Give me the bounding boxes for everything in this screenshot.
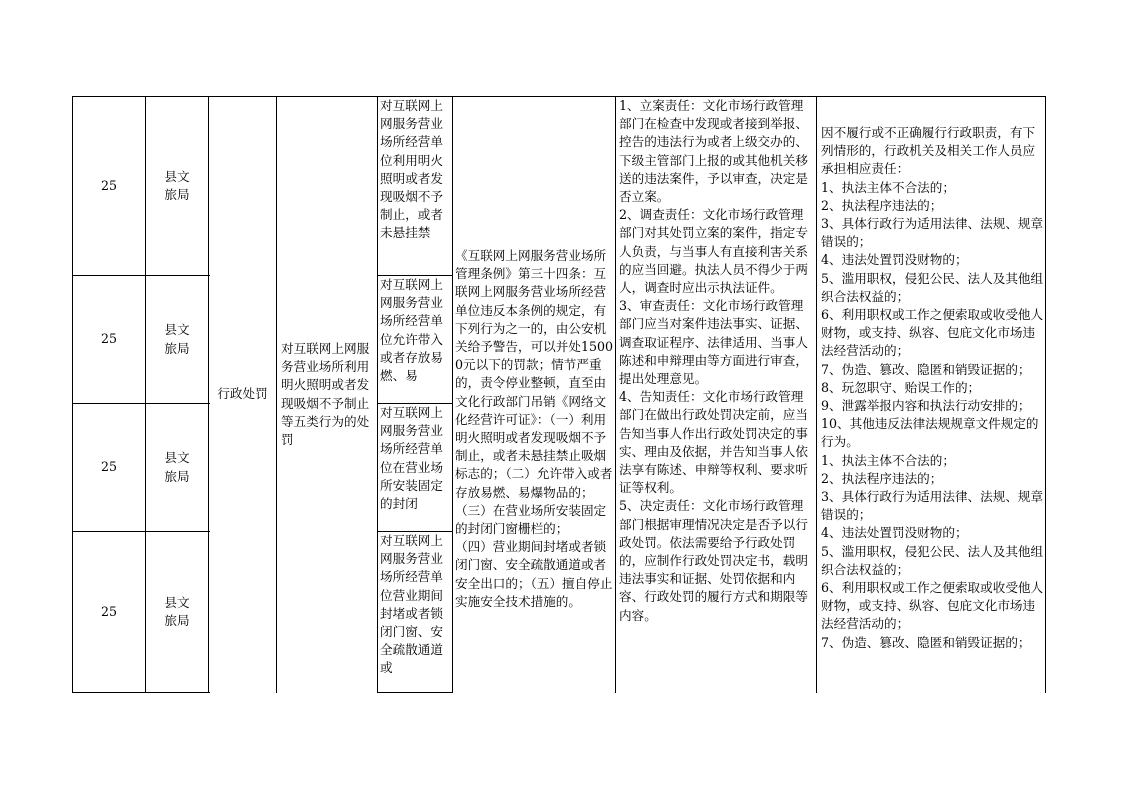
- legal-basis-cell: [453, 247, 615, 692]
- dept-cell: [146, 276, 208, 403]
- dept-name: 县文旅局: [164, 322, 190, 356]
- sub-item-text: 对互联网上网服务营业场所经营单位利用明火照明或者发现吸烟不予制止，或者未悬挂禁: [380, 98, 443, 241]
- dept-cell: [146, 404, 208, 531]
- table-bottom-border: [72, 692, 210, 693]
- table-bottom-border-sub: [377, 692, 453, 693]
- col-border-8: [1045, 96, 1046, 693]
- liability-text: 因不履行或不正确履行行政职责，有下列情形的，行政机关及相关工作人员应承担相应责任： 1、执法主体不合法的； 2、执法程序违法的； 3、具体行政行为适用法律、法规、规章错误的； 4、违法处置罚没财物的； 5、滥用职权，侵犯公民、法人及其他组织合法权益的； 6、利用职权或工作之便索取或收受他人财物，或支持、纵容、包庇文化市场违法经营活动的； 7、伪造、篡改、隐匿和销毁证据的； 8、玩忽职守、贻误工作的； 9、泄露举报内容和执法行动安排的； 10、其他违反法律法规规章文件规定的行为。 1、执法主体不合法的； 2、执法程序违法的； 3、具体行政行为适用法律、法规、规章错误的； 4、违法处置罚没财物的； 5、滥用职权，侵犯公民、法人及其他组织合法权益的； 6、利用职权或工作之便索取或收受他人财物，或支持、纵容、包庇文化市场违法经营活动的； 7、伪造、篡改、隐匿和销毁证据的；: [821, 125, 1044, 650]
- dept-cell: [146, 97, 208, 275]
- row-number: 25: [100, 459, 118, 475]
- row-number: 25: [100, 331, 118, 347]
- category-cell: [209, 97, 276, 692]
- sub-item-text: 对互联网上网服务营业场所经营单位允许带入或者存放易燃、易: [380, 277, 443, 384]
- sub-item-cell: [378, 97, 452, 275]
- dept-name: 县文旅局: [164, 594, 190, 628]
- liability-cell: [817, 124, 1045, 692]
- item-name-cell: [277, 97, 377, 692]
- dept-cell: [146, 532, 208, 692]
- sub-item-cell: [378, 276, 452, 403]
- dept-name: 县文旅局: [164, 450, 190, 484]
- sub-item-cell: [378, 532, 452, 692]
- item-name-text: 对互联网上网服务营业场所利用明火照明或者发现吸烟不予制止等五类行为的处罚: [281, 340, 370, 447]
- category-text: 行政处罚: [217, 386, 268, 402]
- row-number: 25: [100, 177, 118, 193]
- responsibility-text: 1、立案责任：文化市场行政管理部门在检查中发现或者接到举报、控告的违法行为或者上级交办的、下级主管部门上报的或其他机关移送的违法案件，予以审查，决定是否立案。 2、调查责任：文化市场行政管理部门对其处罚立案的案件，指定专人负责，与当事人有直接利害关系的应当回避。执法人员不得少于两人，调查时应出示执法证件。 3、审查责任：文化市场行政管理部门应当对案件违法事实、证据、调查取证程序、法律适用、当事人陈述和申辩理由等方面进行审查，提出处理意见。 4、告知责任：文化市场行政管理部门在做出行政处罚决定前，应当告知当事人作出行政处罚决定的事实、理由及依据，并告知当事人依法享有陈述、申辩等权利、要求听证等权利。 5、决定责任：文化市场行政管理部门根据审理情况决定是否予以行政处罚。依法需要给予行政处罚的，应制作行政处罚决定书，载明违法事实和证据、处罚依据和内容、行政处罚的履行方式和期限等内容。: [619, 98, 808, 623]
- sub-item-cell: [378, 404, 452, 531]
- responsibility-cell: [616, 97, 816, 705]
- dept-name: 县文旅局: [164, 168, 190, 202]
- row-number: 25: [100, 603, 118, 619]
- legal-basis-text: 《互联网上网服务营业场所管理条例》第三十四条：互联网上网服务营业场所经营单位违反本条例的规定，有下列行为之一的，由公安机关给予警告，可以并处15000元以下的罚款；情节严重的，责令停业整顿，直至由文化行政部门吊销《网络文化经营许可证》：（一）利用明火照明或者发现吸烟不予制止，或者未悬挂禁止吸烟标志的；（二）允许带入或者存放易燃、易爆物品的； （三）在营业场所安装固定的封闭门窗栅栏的； （四）营业期间封堵或者锁闭门窗、安全疏散通道或者安全出口的；（五）擅自停止实施安全技术措施的。: [455, 248, 613, 609]
- sub-item-text: 对互联网上网服务营业场所经营单位营业期间封堵或者锁闭门窗、安全疏散通道或: [380, 533, 443, 676]
- sub-item-text: 对互联网上网服务营业场所经营单位在营业场所安装固定的封闭: [380, 405, 443, 512]
